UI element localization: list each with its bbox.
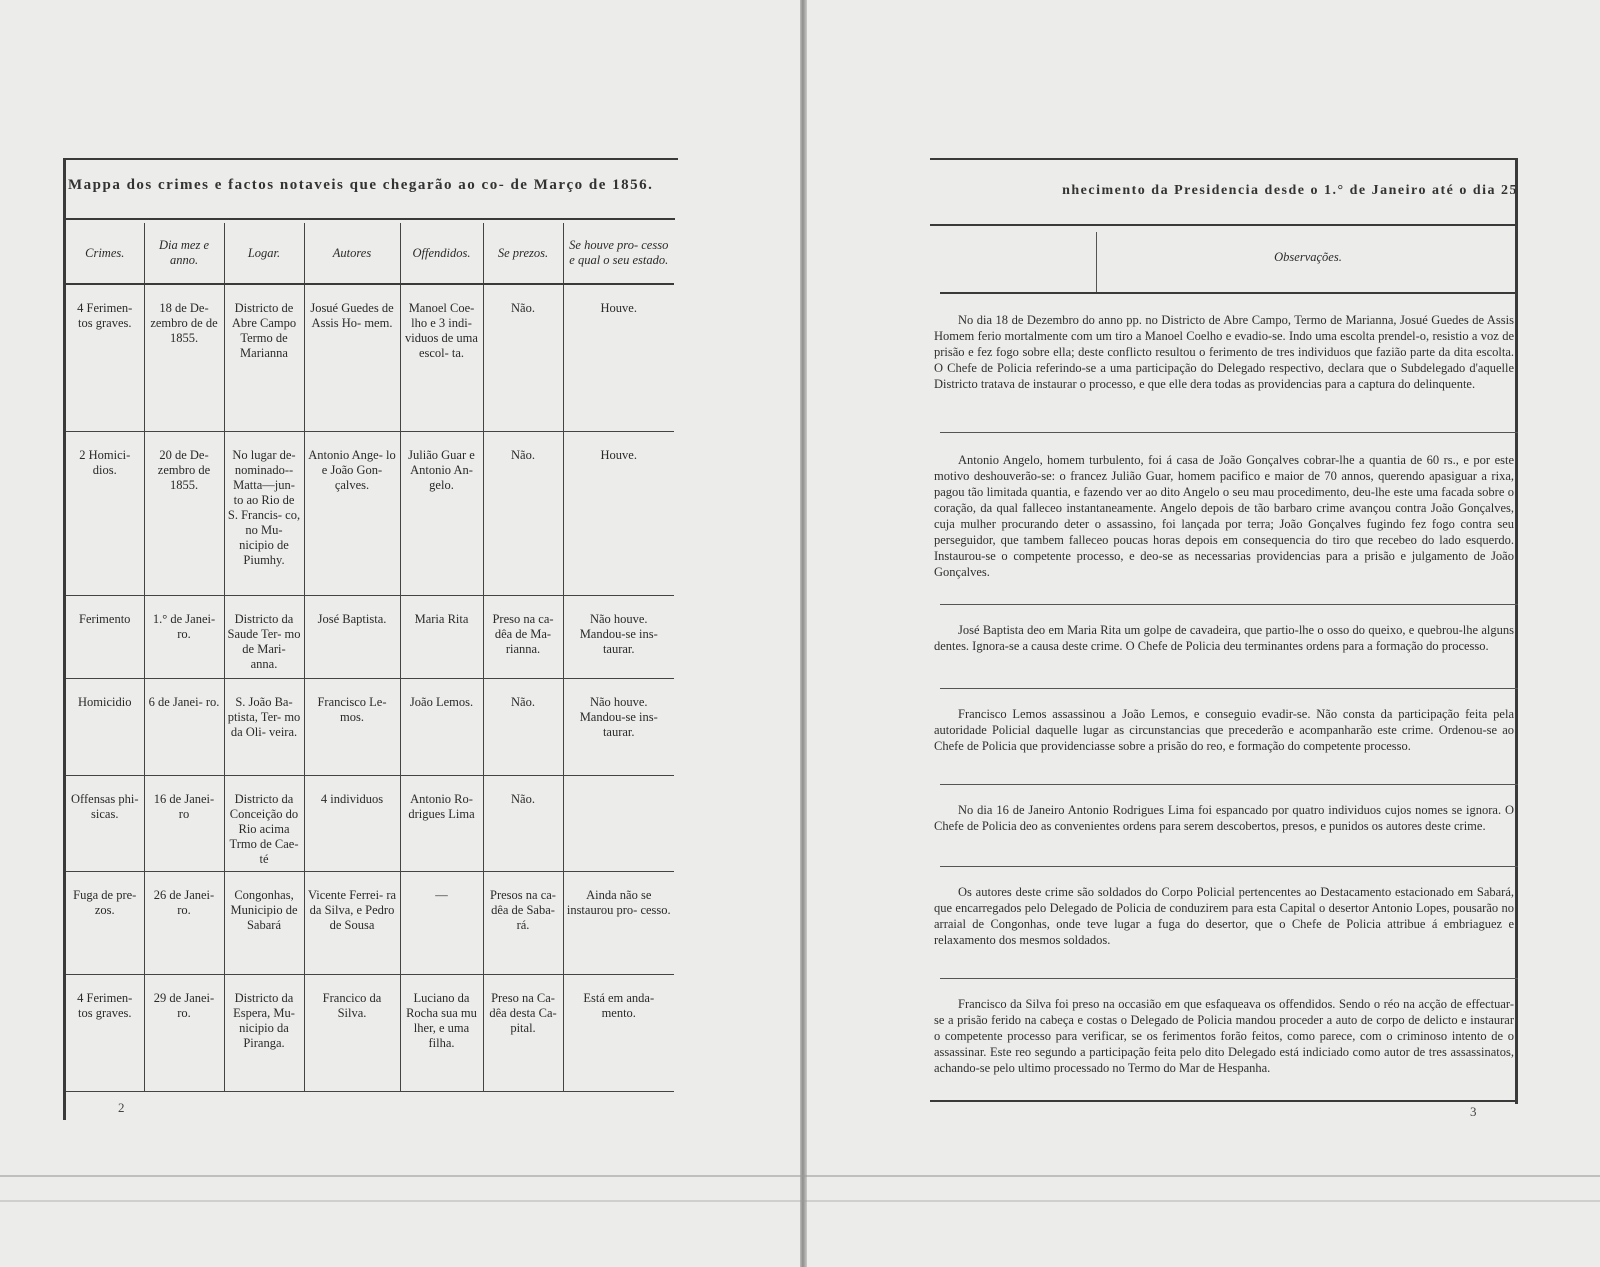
arrested-cell: Não. — [483, 679, 563, 776]
scan-artifact-line — [0, 1175, 1600, 1177]
crime-cell: Fuga de pre- zos. — [66, 872, 144, 975]
entry-rule — [940, 432, 1518, 433]
process-cell: Não houve. Mandou-se ins- taurar. — [563, 679, 674, 776]
place-cell: Districto da Espera, Mu- nicipio da Piranga. — [224, 975, 304, 1092]
observation-entry — [934, 622, 1514, 654]
offended-cell: Julião Guar e Antonio An- gelo. — [400, 432, 483, 596]
crime-cell: Offensas phi- sicas. — [66, 776, 144, 872]
observation-text: Francisco Lemos assassinou a João Lemos, e conseguio evadir-se. Não consta da participação feita pela autoridade Policial daquelle lugar as circunstancias que precederão e acompanharão este crime. Ordenou-se ao Chefe de Policia que providenciasse sobre a prisão do reo, e formação do competente processo. — [934, 707, 1514, 753]
entry-rule — [940, 866, 1518, 867]
date-cell: 18 de De- zembro de de 1855. — [144, 284, 224, 432]
table-row — [66, 872, 674, 975]
authors-cell: Vicente Ferrei- ra da Silva, e Pedro de Sousa — [304, 872, 400, 975]
date-cell: 29 de Janei- ro. — [144, 975, 224, 1092]
place-cell: No lugar de- nominado-- Matta—jun- to ao Rio de S. Francis- co, no Mu- nicipio de Piumhy. — [224, 432, 304, 596]
left-page-title: Mappa dos crimes e factos notaveis que chegarão ao co- de Março de 1856. — [68, 177, 654, 193]
place-cell: Congonhas, Municipio de Sabará — [224, 872, 304, 975]
entry-rule — [940, 978, 1518, 979]
arrested-cell: Não. — [483, 284, 563, 432]
crime-cell: Homicidio — [66, 679, 144, 776]
observation-entry — [934, 452, 1514, 580]
arrested-cell: Presos na ca- dêa de Saba- rá. — [483, 872, 563, 975]
column-header: Autores — [304, 223, 400, 284]
table-row — [66, 284, 674, 432]
place-cell: Districto de Abre Campo Termo de Marianna — [224, 284, 304, 432]
date-cell: 16 de Janei- ro — [144, 776, 224, 872]
observation-entry — [934, 312, 1514, 392]
offended-cell: Luciano da Rocha sua mu lher, e uma filha. — [400, 975, 483, 1092]
page-number: 3 — [1470, 1104, 1477, 1119]
crime-cell: 4 Ferimen- tos graves. — [66, 284, 144, 432]
arrested-cell: Não. — [483, 776, 563, 872]
process-cell: Houve. — [563, 284, 674, 432]
table-row — [66, 596, 674, 679]
process-cell: Houve. — [563, 432, 674, 596]
entry-rule — [940, 688, 1518, 689]
crime-cell: 4 Ferimen- tos graves. — [66, 975, 144, 1092]
place-cell: S. João Ba- ptista, Ter- mo da Oli- veira. — [224, 679, 304, 776]
crimes-table — [66, 223, 674, 1092]
date-cell: 26 de Janei- ro. — [144, 872, 224, 975]
crime-cell: Ferimento — [66, 596, 144, 679]
offended-cell: João Lemos. — [400, 679, 483, 776]
page-gutter — [800, 0, 807, 1267]
page-number: 2 — [118, 1100, 125, 1115]
column-header: Se prezos. — [483, 223, 563, 284]
table-header-row — [66, 223, 674, 284]
right-page-title: nhecimento da Presidencia desde o 1.° de Janeiro até o dia 25 — [1062, 183, 1518, 198]
observation-text: No dia 16 de Janeiro Antonio Rodrigues Lima foi espancado por quatro individuos cujos nomes se ignora. O Chefe de Policia deo as convenientes ordens para serem descobertos, presos, e punidos os autores deste crime. — [934, 803, 1514, 833]
observation-text: No dia 18 de Dezembro do anno pp. no Districto de Abre Campo, Termo de Marianna, Josué Guedes de Assis Homem ferio mortalmente com um tiro a Manoel Coelho e evadio-se. Indo uma escolta prendel-o, resistio a voz de prisão e fez fogo sobre ella; deste conflicto resultou o ferimento de tres individuos que fazião parte da dita escolta. O Chefe de Policia referindo-se a uma participação do Delegado respectivo, declara que o Subdelegado d'aquelle Districto tratava de instaurar o processo, e que elle dera todas as providencias para a captura do delinquente. — [934, 313, 1514, 391]
observations-header — [1096, 232, 1519, 292]
entry-rule — [940, 784, 1518, 785]
date-cell: 20 de De- zembro de 1855. — [144, 432, 224, 596]
column-header: Offendidos. — [400, 223, 483, 284]
column-header: Se houve pro- cesso e qual o seu estado. — [563, 223, 674, 284]
table-row — [66, 432, 674, 596]
date-cell: 6 de Janei- ro. — [144, 679, 224, 776]
process-cell — [563, 776, 674, 872]
process-cell: Não houve. Mandou-se ins- taurar. — [563, 596, 674, 679]
header-rule — [940, 292, 1518, 294]
authors-cell: José Baptista. — [304, 596, 400, 679]
table-row — [66, 975, 674, 1092]
offended-cell: Manoel Coe- lho e 3 indi- viduos de uma escol- ta. — [400, 284, 483, 432]
place-cell: Districto da Saude Ter- mo de Mari- anna. — [224, 596, 304, 679]
authors-cell: 4 individuos — [304, 776, 400, 872]
offended-cell: Maria Rita — [400, 596, 483, 679]
authors-cell: Antonio Ange- lo e João Gon- çalves. — [304, 432, 400, 596]
observation-entry — [934, 996, 1514, 1076]
authors-cell: Francico da Silva. — [304, 975, 400, 1092]
place-cell: Districto da Conceição do Rio acima Trmo de Cae- té — [224, 776, 304, 872]
process-cell: Está em anda- mento. — [563, 975, 674, 1092]
observations-header-label: Observações. — [1274, 250, 1342, 264]
column-header: Crimes. — [66, 223, 144, 284]
authors-cell: Josué Guedes de Assis Ho- mem. — [304, 284, 400, 432]
arrested-cell: Não. — [483, 432, 563, 596]
authors-cell: Francisco Le- mos. — [304, 679, 400, 776]
observation-text: Antonio Angelo, homem turbulento, foi á casa de João Gonçalves cobrar-lhe a quantia de 60 rs., e por este motivo deshouverão-se: o francez Julião Guar, homem pacifico e maior de 70 annos, querendo apasiguar a rixa, pagou tão limitada quantia, e fazendo ver ao dito Angelo o seu mau procedimento, deu-lhe este uma facada sobre o coração, da qual falleceo instantaneamente. Angelo depois de tão barbaro crime avançou contra João Gonçalves, cuja mulher procurando deter o assassino, foi lançada por terra; João Gonçalves fugindo fez fogo contra seu perseguidor, que tambem falleceo poucas horas depois em consequencia do tiro que recebeo do lado esquerdo. Instaurou-se o competente processo, e deo-se as necessarias providencias para a prisão e julgamento de João Gonçalves. — [934, 453, 1514, 579]
observation-text: Francisco da Silva foi preso na occasião em que esfaqueava os offendidos. Sendo o réo na acção de effectuar-se a prisão ferido na cabeça e costas o Delegado de Policia mandou proceder a auto de corpo de delicto e instaurar o competente processo para verificar, se os ferimentos forão feitos, como parece, com o criminoso intento de o assassinar. Este reo segundo a participação feita pelo dito Delegado está indiciado como autor de tres assassinatos, achando-se pelo ultimo processado no Termo do Mar de Hespanha. — [934, 997, 1514, 1075]
crime-cell: 2 Homici- dios. — [66, 432, 144, 596]
observation-text: José Baptista deo em Maria Rita um golpe de cavadeira, que partio-lhe o osso do queixo, e quebrou-lhe alguns dentes. Ignora-se a causa deste crime. O Chefe de Policia deu terminantes ordens para a formação do processo. — [934, 623, 1514, 653]
entry-rule — [940, 604, 1518, 605]
title-rule — [63, 218, 675, 220]
observation-entry — [934, 706, 1514, 754]
date-cell: 1.° de Janei- ro. — [144, 596, 224, 679]
offended-cell: — — [400, 872, 483, 975]
arrested-cell: Preso na ca- dêa de Ma- rianna. — [483, 596, 563, 679]
process-cell: Ainda não se instaurou pro- cesso. — [563, 872, 674, 975]
scan-artifact-line — [0, 1200, 1600, 1202]
observation-text: Os autores deste crime são soldados do Corpo Policial pertencentes ao Destacamento estacionado em Sabará, que encarregados pelo Delegado de Policia de conduzirem para esta Capital o desertor Antonio Lopes, pousarão no arraial de Congonhas, onde teve lugar a fuga do desertor, que o Chefe de Policia attribue á embriaguez e relaxamento dos mesmos soldados. — [934, 885, 1514, 947]
column-header: Logar. — [224, 223, 304, 284]
arrested-cell: Preso na Ca- dêa desta Ca- pital. — [483, 975, 563, 1092]
column-header: Dia mez e anno. — [144, 223, 224, 284]
observation-entry — [934, 802, 1514, 834]
title-rule — [930, 224, 1518, 226]
table-row — [66, 776, 674, 872]
offended-cell: Antonio Ro- drigues Lima — [400, 776, 483, 872]
observation-entry — [934, 884, 1514, 948]
bottom-rule — [930, 1100, 1518, 1102]
table-row — [66, 679, 674, 776]
